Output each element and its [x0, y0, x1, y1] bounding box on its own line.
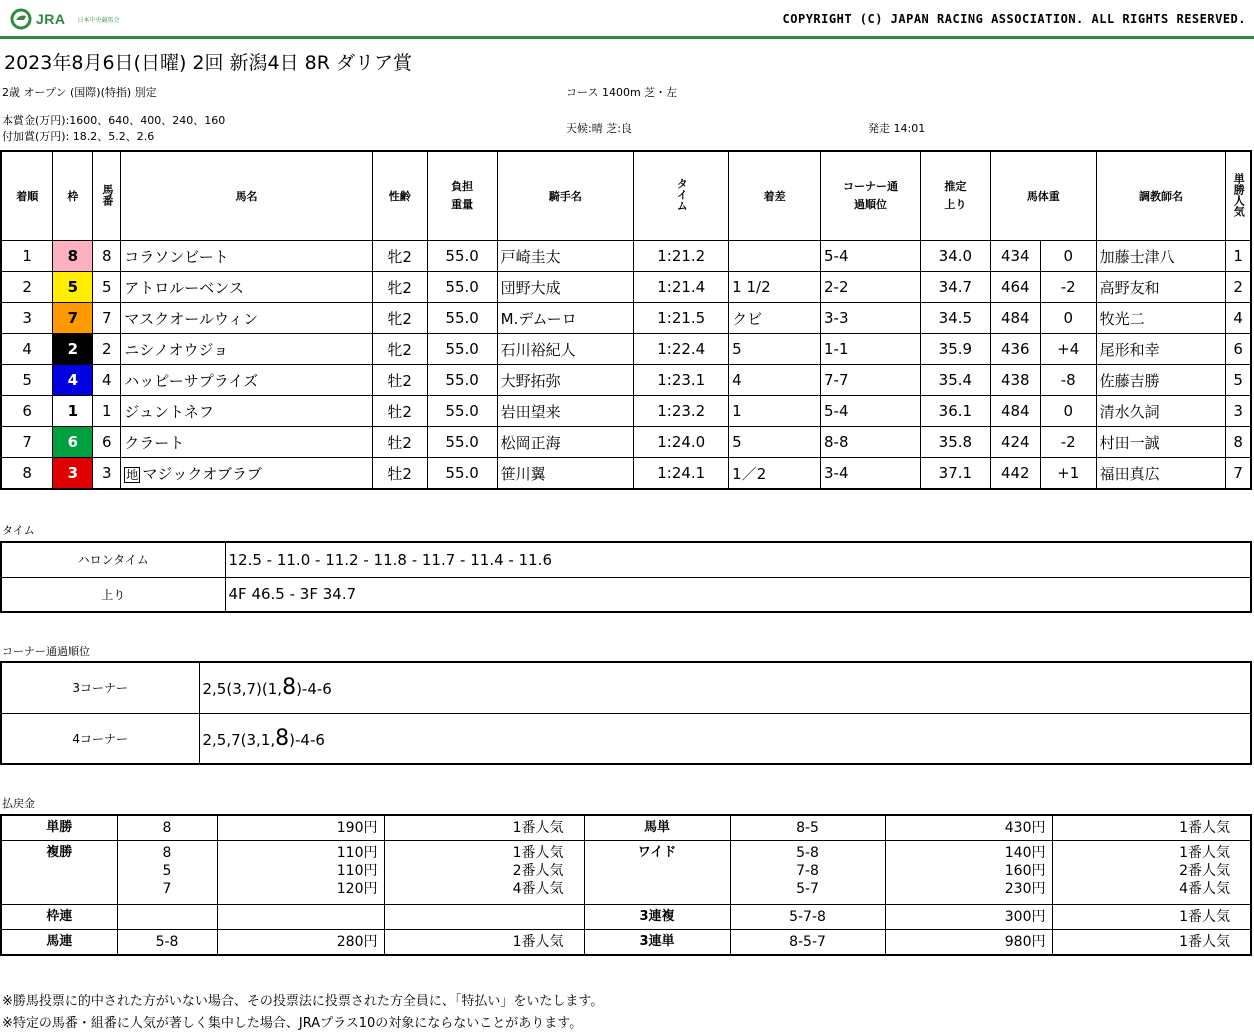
corner-section-label: コーナー通過順位	[2, 645, 90, 658]
rank-cell: 2	[1, 272, 53, 303]
last-3f-cell: 36.1	[920, 396, 990, 427]
umaban-cell: 6	[93, 427, 121, 458]
body-weight-diff-cell: +4	[1040, 334, 1096, 365]
payout-section-label: 払戻金	[2, 797, 35, 810]
time-section-label: タイム	[2, 524, 35, 537]
sanrentan-num: 8-5-7	[730, 930, 885, 956]
margin-cell: 5	[729, 334, 821, 365]
umatan-label: 馬単	[584, 815, 730, 841]
sanrentan-yen: 980円	[885, 930, 1052, 956]
body-weight-cell: 424	[990, 427, 1040, 458]
jockey-name-link[interactable]: 大野拓弥	[497, 365, 634, 396]
umatan-pop: 1番人気	[1052, 815, 1251, 841]
sexage-cell: 牝2	[372, 241, 427, 272]
umaban-cell: 5	[93, 272, 121, 303]
sanrenpuku-num: 5-7-8	[730, 905, 885, 930]
horse-name-cell[interactable]	[121, 458, 372, 490]
col-name: 馬名	[121, 151, 372, 241]
margin-cell: 5	[729, 427, 821, 458]
jockey-name-link[interactable]: 石川裕紀人	[497, 334, 634, 365]
results-header-row	[1, 151, 1251, 241]
body-weight-diff-cell: -2	[1040, 427, 1096, 458]
rank-cell: 8	[1, 458, 53, 490]
result-row	[1, 272, 1251, 303]
wakuren-yen	[217, 905, 384, 930]
result-row	[1, 303, 1251, 334]
sexage-cell: 牡2	[372, 365, 427, 396]
wide-yens: 140円 160円 230円	[885, 841, 1052, 905]
rank-cell: 7	[1, 427, 53, 458]
weight-cell: 55.0	[427, 458, 497, 490]
waku-cell: 6	[53, 427, 93, 458]
last-3f-cell: 35.9	[920, 334, 990, 365]
popularity-cell: 7	[1226, 458, 1251, 490]
rank-cell: 5	[1, 365, 53, 396]
horse-name-cell[interactable]: ハッピーサプライズ	[121, 365, 372, 396]
body-weight-cell: 442	[990, 458, 1040, 490]
umatan-num: 8-5	[730, 815, 885, 841]
corner-cell: 5-4	[821, 241, 921, 272]
col-waku: 枠	[53, 151, 93, 241]
col-popularity: 単勝人気	[1226, 151, 1251, 241]
race-weather: 天候:晴 芝:良	[566, 122, 632, 135]
margin-cell: 1／2	[729, 458, 821, 490]
popularity-cell: 5	[1226, 365, 1251, 396]
margin-cell: 4	[729, 365, 821, 396]
time-cell: 1:23.1	[634, 365, 729, 396]
jra-horse-logo-icon	[10, 8, 32, 30]
corner4-label: 4コーナー	[1, 713, 199, 764]
corner4-order: 2,5,7(3,1,8)-4-6	[199, 713, 1251, 764]
sexage-cell: 牝2	[372, 303, 427, 334]
agari-label: 上り	[1, 577, 225, 612]
jockey-name-link[interactable]: 笹川翼	[497, 458, 634, 490]
fukusho-nums: 8 5 7	[117, 841, 217, 905]
agari-times: 4F 46.5 - 3F 34.7	[225, 577, 1251, 612]
weight-cell: 55.0	[427, 334, 497, 365]
body-weight-diff-cell: 0	[1040, 303, 1096, 334]
margin-cell: 1 1/2	[729, 272, 821, 303]
copyright-notice: COPYRIGHT (C) JAPAN RACING ASSOCIATION. ALL RIGHTS RESERVED.	[782, 12, 1246, 26]
sanrenpuku-pop: 1番人気	[1052, 905, 1251, 930]
horse-name[interactable]: マジックオブラブ	[142, 464, 262, 483]
wide-pops: 1番人気 2番人気 4番人気	[1052, 841, 1251, 905]
waku-cell: 2	[53, 334, 93, 365]
wide-label: ワイド	[584, 841, 730, 905]
sexage-cell: 牝2	[372, 334, 427, 365]
weight-cell: 55.0	[427, 303, 497, 334]
payout-row-wakuren	[1, 905, 1251, 930]
trainer-name-link[interactable]: 尾形和幸	[1096, 334, 1226, 365]
trainer-name-link[interactable]: 加藤士津八	[1096, 241, 1226, 272]
page-header	[0, 0, 1254, 40]
horse-name-cell[interactable]: クラート	[121, 427, 372, 458]
race-prize: 本賞金(万円):1600、640、400、240、160	[2, 114, 226, 127]
col-time: タイム	[634, 151, 729, 241]
fukusho-pops: 1番人気 2番人気 4番人気	[384, 841, 584, 905]
sexage-cell: 牝2	[372, 272, 427, 303]
sanrenpuku-yen: 300円	[885, 905, 1052, 930]
body-weight-cell: 438	[990, 365, 1040, 396]
body-weight-diff-cell: 0	[1040, 241, 1096, 272]
payout-row-fukusho	[1, 841, 1251, 905]
payout-row-tansho	[1, 815, 1251, 841]
last-3f-cell: 35.4	[920, 365, 990, 396]
time-cell: 1:24.1	[634, 458, 729, 490]
popularity-cell: 8	[1226, 427, 1251, 458]
local-horse-badge: 地	[126, 467, 139, 482]
weight-cell: 55.0	[427, 241, 497, 272]
race-title: 2023年8月6日(日曜) 2回 新潟4日 8R ダリア賞	[4, 52, 412, 74]
note-tokubarai: ※勝馬投票に的中された方がいない場合、その投票法に投票された方全員に、「特払い」をいたします。	[2, 994, 604, 1009]
last-3f-cell: 34.5	[920, 303, 990, 334]
sanrentan-label: 3連単	[584, 930, 730, 956]
result-row	[1, 241, 1251, 272]
sexage-cell: 牡2	[372, 396, 427, 427]
rank-cell: 4	[1, 334, 53, 365]
trainer-name-link[interactable]: 佐藤吉勝	[1096, 365, 1226, 396]
jra-logo[interactable]	[10, 8, 120, 30]
horse-name-cell[interactable]: コラソンビート	[121, 241, 372, 272]
umaren-num: 5-8	[117, 930, 217, 956]
weight-cell: 55.0	[427, 396, 497, 427]
time-cell: 1:24.0	[634, 427, 729, 458]
jockey-name-link[interactable]: M.デムーロ	[497, 303, 634, 334]
waku-cell: 3	[53, 458, 93, 490]
race-start-time: 発走 14:01	[868, 122, 926, 135]
results-table	[0, 150, 1252, 490]
body-weight-cell: 436	[990, 334, 1040, 365]
umaban-cell: 7	[93, 303, 121, 334]
trainer-name-link[interactable]: 清水久詞	[1096, 396, 1226, 427]
waku-cell: 8	[53, 241, 93, 272]
wide-nums: 5-8 7-8 5-7	[730, 841, 885, 905]
time-cell: 1:21.5	[634, 303, 729, 334]
corner-cell: 2-2	[821, 272, 921, 303]
body-weight-diff-cell: -8	[1040, 365, 1096, 396]
trainer-name-link[interactable]: 高野友和	[1096, 272, 1226, 303]
wakuren-label: 枠連	[1, 905, 117, 930]
weight-cell: 55.0	[427, 365, 497, 396]
umatan-yen: 430円	[885, 815, 1052, 841]
tansho-label: 単勝	[1, 815, 117, 841]
fukusho-yens: 110円 110円 120円	[217, 841, 384, 905]
corner3-order: 2,5(3,7)(1,8)-4-6	[199, 662, 1251, 713]
corner-cell: 5-4	[821, 396, 921, 427]
wakuren-pop	[384, 905, 584, 930]
body-weight-diff-cell: -2	[1040, 272, 1096, 303]
umaren-yen: 280円	[217, 930, 384, 956]
horse-name-cell[interactable]: アトロルーベンス	[121, 272, 372, 303]
jockey-name-link[interactable]: 戸崎圭太	[497, 241, 634, 272]
payout-row-umaren	[1, 930, 1251, 956]
corner-cell: 8-8	[821, 427, 921, 458]
sanrenpuku-label: 3連複	[584, 905, 730, 930]
last-3f-cell: 34.7	[920, 272, 990, 303]
wakuren-num	[117, 905, 217, 930]
umaban-cell: 3	[93, 458, 121, 490]
umaban-cell: 2	[93, 334, 121, 365]
jockey-name-link[interactable]: 岩田望来	[497, 396, 634, 427]
logo-subtext: 日本中央競馬会	[77, 16, 120, 24]
waku-cell: 7	[53, 303, 93, 334]
time-cell: 1:21.2	[634, 241, 729, 272]
result-row	[1, 365, 1251, 396]
horse-name-cell[interactable]: ニシノオウジョ	[121, 334, 372, 365]
umaban-cell: 1	[93, 396, 121, 427]
col-corner: コーナー通過順位	[821, 151, 921, 241]
halon-times: 12.5 - 11.0 - 11.2 - 11.8 - 11.7 - 11.4 - 11.6	[225, 542, 1251, 577]
corner-cell: 3-3	[821, 303, 921, 334]
horse-name-cell[interactable]: マスクオールウィン	[121, 303, 372, 334]
corner3-label: 3コーナー	[1, 662, 199, 713]
weight-cell: 55.0	[427, 427, 497, 458]
body-weight-cell: 464	[990, 272, 1040, 303]
popularity-cell: 4	[1226, 303, 1251, 334]
col-body-weight: 馬体重	[990, 151, 1096, 241]
sanrentan-pop: 1番人気	[1052, 930, 1251, 956]
tansho-pop: 1番人気	[384, 815, 584, 841]
last-3f-cell: 37.1	[920, 458, 990, 490]
col-trainer: 調教師名	[1096, 151, 1226, 241]
body-weight-cell: 484	[990, 396, 1040, 427]
umaban-cell: 4	[93, 365, 121, 396]
col-jockey: 騎手名	[497, 151, 634, 241]
corner-cell: 7-7	[821, 365, 921, 396]
waku-cell: 1	[53, 396, 93, 427]
umaren-label: 馬連	[1, 930, 117, 956]
corner-cell: 3-4	[821, 458, 921, 490]
last-3f-cell: 35.8	[920, 427, 990, 458]
trainer-name-link[interactable]: 村田一誠	[1096, 427, 1226, 458]
time-cell: 1:22.4	[634, 334, 729, 365]
body-weight-diff-cell: 0	[1040, 396, 1096, 427]
popularity-cell: 2	[1226, 272, 1251, 303]
corner-table	[0, 661, 1252, 765]
body-weight-cell: 434	[990, 241, 1040, 272]
popularity-cell: 6	[1226, 334, 1251, 365]
margin-cell: 1	[729, 396, 821, 427]
umaban-cell: 8	[93, 241, 121, 272]
body-weight-cell: 484	[990, 303, 1040, 334]
col-last: 推定上り	[920, 151, 990, 241]
race-bonus: 付加賞(万円): 18.2、5.2、2.6	[2, 130, 155, 143]
col-weight: 負担重量	[427, 151, 497, 241]
result-row	[1, 334, 1251, 365]
waku-cell: 5	[53, 272, 93, 303]
header-divider	[0, 36, 1254, 39]
race-class: 2歳 オープン (国際)(特指) 別定	[2, 86, 157, 99]
last-3f-cell: 34.0	[920, 241, 990, 272]
rank-cell: 1	[1, 241, 53, 272]
time-table	[0, 541, 1252, 613]
sexage-cell: 牡2	[372, 458, 427, 490]
col-sexage: 性齢	[372, 151, 427, 241]
col-umaban: 馬番	[93, 151, 121, 241]
fukusho-label: 複勝	[1, 841, 117, 905]
waku-cell: 4	[53, 365, 93, 396]
logo-text: JRA	[36, 11, 66, 27]
corner-cell: 1-1	[821, 334, 921, 365]
margin-cell	[729, 241, 821, 272]
time-cell: 1:21.4	[634, 272, 729, 303]
race-course: コース 1400m 芝・左	[566, 86, 678, 99]
popularity-cell: 3	[1226, 396, 1251, 427]
trainer-name-link[interactable]: 福田真広	[1096, 458, 1226, 490]
result-row	[1, 427, 1251, 458]
rank-cell: 6	[1, 396, 53, 427]
note-jra-plus10: ※特定の馬番・組番に人気が著しく集中した場合、JRAプラス10の対象にならないことがあります。	[2, 1016, 583, 1031]
rank-cell: 3	[1, 303, 53, 334]
sexage-cell: 牡2	[372, 427, 427, 458]
result-row	[1, 458, 1251, 490]
col-margin: 着差	[729, 151, 821, 241]
margin-cell: クビ	[729, 303, 821, 334]
halon-label: ハロンタイム	[1, 542, 225, 577]
tansho-yen: 190円	[217, 815, 384, 841]
body-weight-diff-cell: +1	[1040, 458, 1096, 490]
time-cell: 1:23.2	[634, 396, 729, 427]
horse-name-cell[interactable]: ジュントネフ	[121, 396, 372, 427]
weight-cell: 55.0	[427, 272, 497, 303]
umaren-pop: 1番人気	[384, 930, 584, 956]
jockey-name-link[interactable]: 松岡正海	[497, 427, 634, 458]
col-rank: 着順	[1, 151, 53, 241]
trainer-name-link[interactable]: 牧光二	[1096, 303, 1226, 334]
result-row	[1, 396, 1251, 427]
jockey-name-link[interactable]: 団野大成	[497, 272, 634, 303]
popularity-cell: 1	[1226, 241, 1251, 272]
tansho-num: 8	[117, 815, 217, 841]
payout-table	[0, 814, 1252, 956]
